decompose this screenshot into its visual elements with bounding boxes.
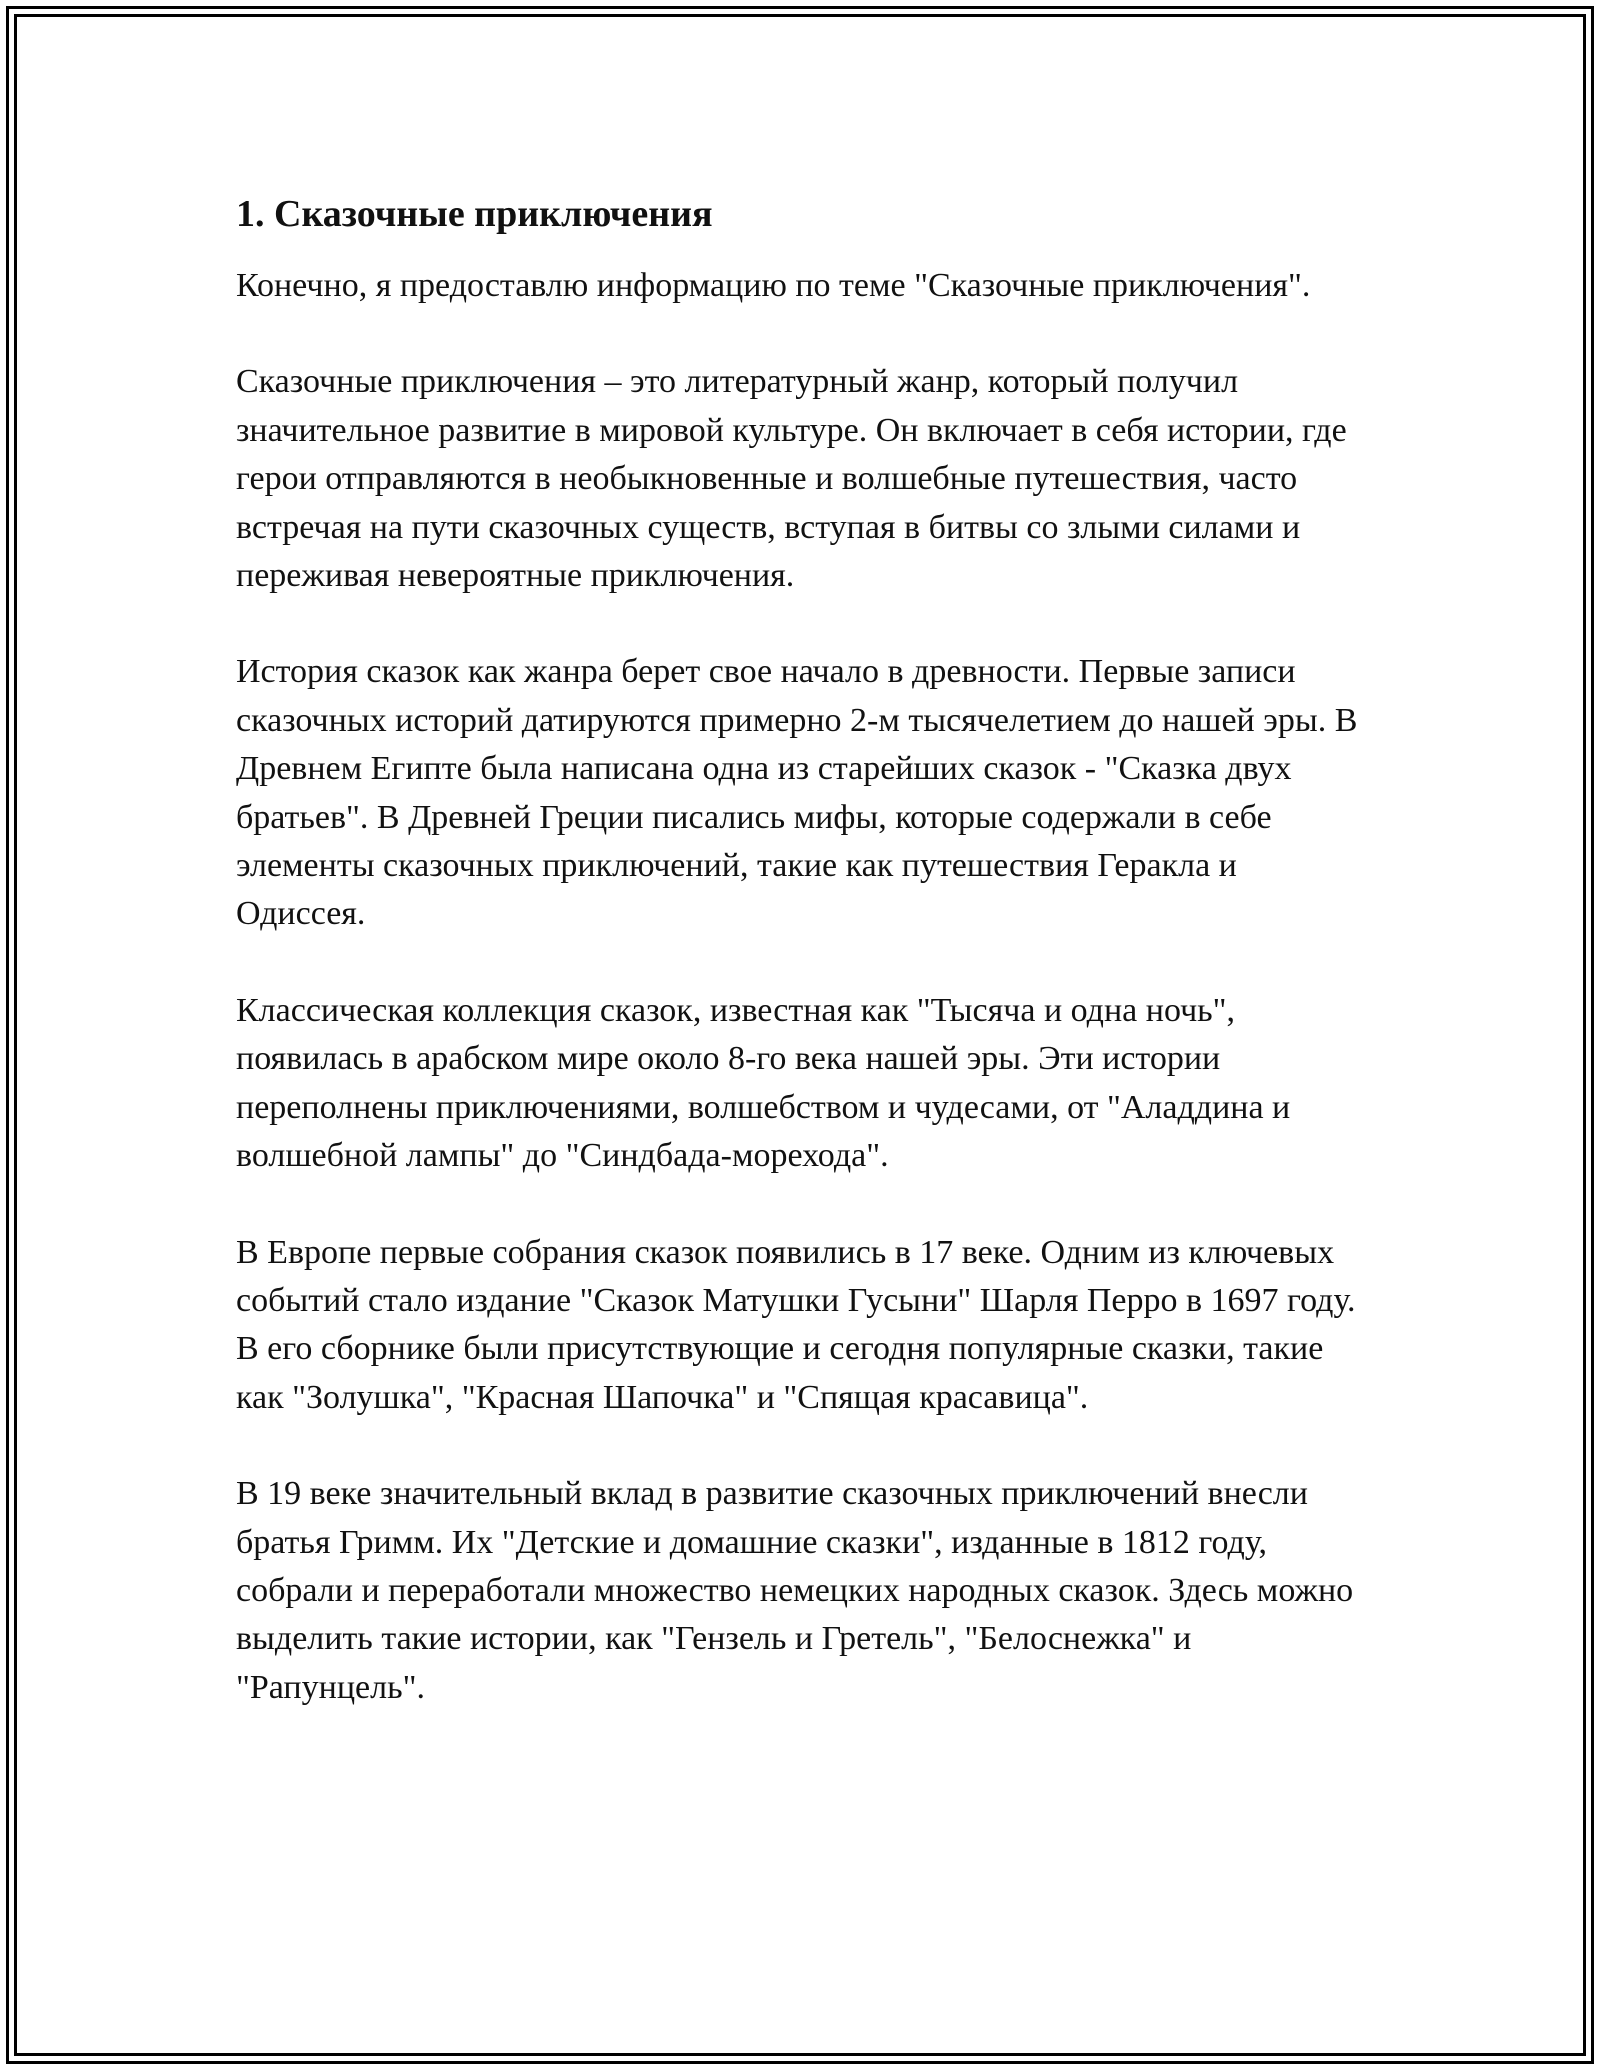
document-heading: 1. Сказочные приключения (236, 193, 713, 235)
document-body (236, 186, 1366, 1760)
paragraph-grimm: В 19 веке значительный вклад в развитие сказочных приключений внесли братья Гримм. Их "Детские и домашние сказки", изданные в 1812 году, собрали и переработали множество немецких народных сказок. Здесь можно выделить такие истории, как "Гензель и Гретель", "Белоснежка" и "Рапунцель". (236, 1475, 1354, 1706)
paragraph-genre-definition: Сказочные приключения – это литературный жанр, который получил значительное развитие в мировой культуре. Он включает в себя истории, где герои отправляются в необыкновенные и волшебные путешествия, часто встречая на пути сказочных существ, вступая в битвы со злыми силами и переживая невероятные приключения. (236, 363, 1347, 595)
paragraph-intro: Конечно, я предоставлю информацию по теме "Сказочные приключения". (236, 267, 1311, 304)
paragraph-history: История сказок как жанра берет свое начало в древности. Первые записи сказочных историй датируются примерно 2-м тысячелетием до нашей эры. В Древнем Египте была написана одна из старейших сказок - "Сказка двух братьев". В Древней Греции писались мифы, которые содержали в себе элементы сказочных приключений, такие как путешествия Геракла и Одиссея. (236, 653, 1358, 933)
paragraph-europe-perrault: В Европе первые собрания сказок появились в 17 веке. Одним из ключевых событий стало издание "Сказок Матушки Гусыни" Шарля Перро в 1697 году. В его сборнике были присутствующие и сегодня популярные сказки, такие как "Золушка", "Красная Шапочка" и "Спящая красавица". (236, 1233, 1356, 1416)
paragraph-thousand-nights: Классическая коллекция сказок, известная как "Тысяча и одна ночь", появилась в арабском мире около 8-го века нашей эры. Эти истории переполнены приключениями, волшебством и чудесами, от "Аладдина и волшебной лампы" до "Синдбада-морехода". (236, 991, 1291, 1175)
